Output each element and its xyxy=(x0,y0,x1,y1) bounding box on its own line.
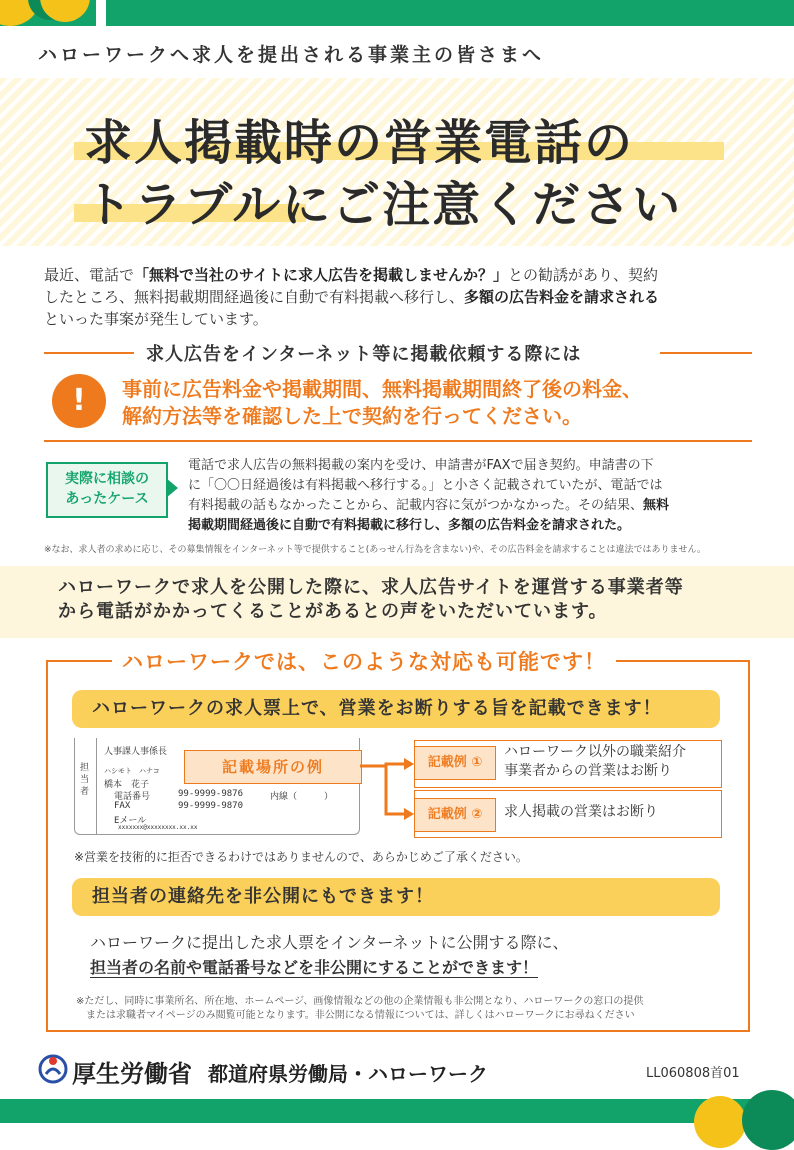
audience-header: ハローワークへ求人を提出される事業主の皆さまへ xyxy=(38,44,545,66)
form-side-divider xyxy=(96,738,97,834)
warning-text xyxy=(122,376,642,430)
warning-line-1: 事前に広告料金や掲載期間、無料掲載期間終了後の料金、 xyxy=(122,377,642,401)
ministry-logo-icon xyxy=(38,1052,68,1084)
intro-text-4: といった事案が発生しています。 xyxy=(44,310,268,328)
private-text xyxy=(90,930,569,980)
form-email: xxxxxxx@xxxxxxxx.xx.xx xyxy=(118,824,198,831)
page-title-line1: 求人掲載時の営業電話の xyxy=(84,115,635,171)
footnote-line2: または求職者マイページのみ閲覧可能となります。非公開になる情報については、詳しくはハローワークにお尋ねください xyxy=(86,1010,635,1021)
bottom-green-circle xyxy=(742,1090,794,1150)
section1-line-left xyxy=(44,352,134,354)
case-line-1: 電話で求人広告の無料掲載の案内を受け、申請書がFAXで届き契約。申請書の下 xyxy=(188,458,654,473)
bottom-yellow-circle xyxy=(694,1096,746,1148)
example2-label: 記載例 ② xyxy=(414,798,496,832)
document-code: LL060808首01 xyxy=(646,1066,740,1081)
example1-text xyxy=(504,743,686,781)
footnote-line1: ※ただし、同時に事業所名、所在地、ホームページ、画像情報などの他の企業情報も非公開となり、ハローワークの窓口の提供 xyxy=(76,996,644,1007)
case-tag-line2: あったケース xyxy=(65,491,149,507)
example-location-label: 記載場所の例 xyxy=(184,750,362,784)
option2-pill: 担当者の連絡先を非公開にもできます！ xyxy=(72,878,720,916)
private-line-1: ハローワークに提出した求人票をインターネットに公開する際に、 xyxy=(90,933,569,952)
example2-text: 求人掲載の営業はお断り xyxy=(504,804,658,820)
top-green-cap xyxy=(80,0,794,26)
case-tag-line1: 実際に相談の xyxy=(65,471,149,487)
form-tel: 99-9999-9876 xyxy=(178,789,244,799)
intro-emphasis: 多額の広告料金を請求される xyxy=(464,288,660,306)
case-line-3-emphasis: 無料 xyxy=(643,498,670,513)
arrow-1 xyxy=(360,764,404,766)
form-tel-label: 電話番号 xyxy=(114,792,151,802)
section1-line-right xyxy=(660,352,752,354)
notice-line-2: から電話がかかってくることがあるとの声をいただいています。 xyxy=(58,601,608,622)
section1-heading: 求人広告をインターネット等に掲載依頼する際には xyxy=(146,344,582,365)
example1-text-line2: 事業者からの営業はお断り xyxy=(504,763,672,779)
warning-icon xyxy=(52,374,106,428)
case-line-3: 有料掲載の話もなかったことから、記載内容に気がつかなかった。その結果、 xyxy=(188,498,644,513)
top-white-gap xyxy=(96,0,106,26)
arrow-head-2 xyxy=(404,808,414,820)
form-name: 橋本 花子 xyxy=(104,780,150,790)
private-line-2: 担当者の名前や電話番号などを非公開にすることができます！ xyxy=(90,958,539,977)
options-box-title: ハローワークでは、このような対応も可能です！ xyxy=(112,646,616,676)
warning-line-2: 解約方法等を確認した上で契約を行ってください。 xyxy=(122,404,582,428)
arrow-head-1 xyxy=(404,758,414,770)
form-side-label: 担当者 xyxy=(80,763,90,797)
warning-glyph: ! xyxy=(72,383,86,418)
case-line-4: 掲載期間経過後に自動で有料掲載に移行し、多額の広告料金を請求された。 xyxy=(188,518,631,533)
bottom-green-bar xyxy=(0,1099,794,1123)
case-text xyxy=(188,456,758,536)
section1-bottom-rule xyxy=(44,440,752,442)
title-rest: にご注意ください xyxy=(282,177,683,233)
page-title-line2 xyxy=(84,166,682,235)
form-kana: ハシモト ハナコ xyxy=(104,767,160,775)
title-emphasis: トラブル xyxy=(84,177,283,233)
notice-text xyxy=(58,576,684,624)
arrow-2 xyxy=(386,766,404,814)
case-arrow xyxy=(166,478,178,498)
example-arrows xyxy=(360,738,420,834)
example1-label: 記載例 ① xyxy=(414,746,496,780)
form-email-label: Eメール xyxy=(114,816,147,826)
form-dept: 人事課人事係長 xyxy=(104,747,168,757)
example1-text-line1: ハローワーク以外の職業紹介 xyxy=(504,744,686,760)
case-tag xyxy=(46,462,168,518)
option1-pill: ハローワークの求人票上で、営業をお断りする旨を記載できます！ xyxy=(72,690,720,728)
intro-text-2: との勧誘があり、契約 xyxy=(507,266,658,284)
intro-paragraph xyxy=(44,264,760,330)
form-ext: 内線（ ） xyxy=(270,792,334,802)
form-fax: 99-9999-9870 xyxy=(178,801,244,811)
intro-quote: 「無料で当社のサイトに求人広告を掲載しませんか？」 xyxy=(134,266,508,284)
caution-note: ※営業を技術的に拒否できるわけではありませんので、あらかじめご了承ください。 xyxy=(74,850,528,864)
notice-line-1: ハローワークで求人を公開した際に、求人広告サイトを運営する事業者等 xyxy=(58,577,684,598)
intro-text-1: 最近、電話で xyxy=(44,266,135,284)
intro-text-3: したところ、無料掲載期間経過後に自動で有料掲載へ移行し、 xyxy=(44,288,465,306)
ministry-name: 厚生労働省 xyxy=(72,1060,192,1088)
organization-name: 都道府県労働局・ハローワーク xyxy=(208,1062,488,1086)
form-fax-label: FAX xyxy=(114,801,131,811)
case-line-2: に「〇〇日経過後は有料掲載へ移行する。」と小さく記載されていたが、電話では xyxy=(188,478,663,493)
case-note: ※なお、求人者の求めに応じ、その募集情報をインターネット等で提供すること(あっせん行為を含まない)や、その広告料金を請求することは違法ではありません。 xyxy=(44,545,707,555)
